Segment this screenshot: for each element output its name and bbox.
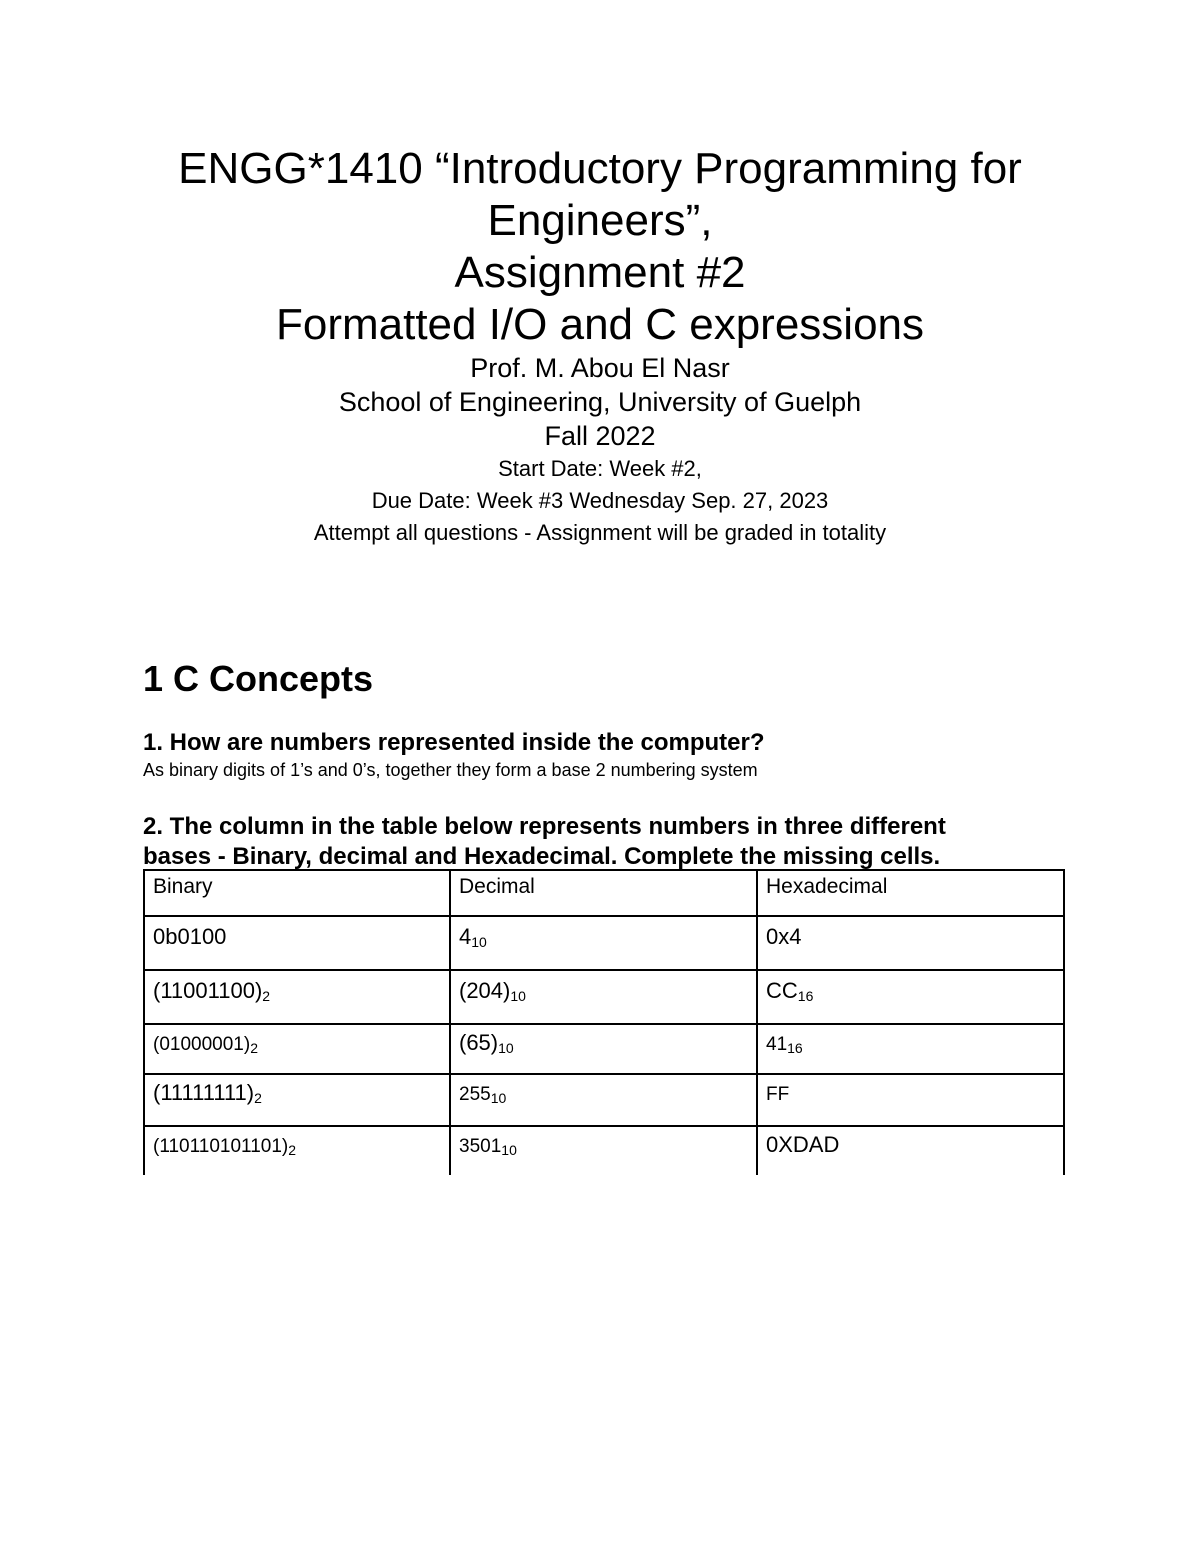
table-row <box>144 970 1064 1024</box>
cell-base: 10 <box>501 1142 517 1158</box>
cell-value: 0b0100 <box>153 924 227 949</box>
due-date: Due Date: Week #3 Wednesday Sep. 27, 2023 <box>371 488 829 513</box>
cell-binary <box>144 970 450 1024</box>
school-name: School of Engineering, University of Guelph <box>338 387 862 417</box>
cell-decimal <box>450 1074 757 1126</box>
header-decimal: Decimal <box>450 870 757 916</box>
question-2 <box>143 812 1063 872</box>
table-row <box>144 916 1064 970</box>
cell-value: 255 <box>459 1084 491 1105</box>
course-title-line-1: ENGG*1410 “Introductory Programming for <box>178 144 1022 193</box>
cell-value: CC <box>766 978 798 1003</box>
cell-value: 0x4 <box>766 924 802 949</box>
cell-value: (204) <box>459 978 511 1003</box>
cell-hexadecimal <box>757 916 1064 970</box>
cell-value: 41 <box>766 1034 788 1055</box>
table-row <box>144 1074 1064 1126</box>
cell-binary <box>144 1024 450 1074</box>
cell-value: 4 <box>459 924 472 949</box>
cell-decimal <box>450 1126 757 1175</box>
question-2-line-1: 2. The column in the table below represents numbers in three different <box>143 813 946 840</box>
cell-decimal <box>450 1024 757 1074</box>
cell-value: 0XDAD <box>766 1132 840 1157</box>
question-1-answer: As binary digits of 1’s and 0’s, together they form a base 2 numbering system <box>143 760 758 780</box>
cell-decimal <box>450 916 757 970</box>
cell-value: (11001100) <box>153 978 263 1003</box>
professor-name: Prof. M. Abou El Nasr <box>470 353 730 383</box>
cell-base: 10 <box>510 988 526 1004</box>
cell-value: (110110101101) <box>153 1136 289 1157</box>
cell-base: 2 <box>250 1040 258 1056</box>
cell-value: (65) <box>459 1030 499 1055</box>
cell-value: 3501 <box>459 1136 502 1157</box>
cell-base: 2 <box>262 988 271 1004</box>
start-date: Start Date: Week #2, <box>498 456 702 481</box>
course-title-line-2: Engineers”, <box>487 196 713 245</box>
term: Fall 2022 <box>544 421 656 451</box>
cell-base: 10 <box>498 1040 514 1056</box>
cell-binary <box>144 916 450 970</box>
cell-value: FF <box>766 1084 790 1105</box>
table-row <box>144 1024 1064 1074</box>
number-bases-table <box>143 869 1065 1175</box>
table-header-row <box>144 870 1064 916</box>
cell-hexadecimal <box>757 1126 1064 1175</box>
cell-base: 2 <box>288 1142 297 1158</box>
table-row <box>144 1126 1064 1175</box>
header-binary: Binary <box>144 870 450 916</box>
document-header <box>0 143 1200 549</box>
question-1: 1. How are numbers represented inside the computer? <box>143 729 765 756</box>
cell-value: (01000001) <box>153 1034 251 1055</box>
section-title: 1 C Concepts <box>143 658 374 699</box>
assignment-topic: Formatted I/O and C expressions <box>275 300 925 349</box>
cell-hexadecimal <box>757 1074 1064 1126</box>
cell-base: 10 <box>471 934 487 950</box>
cell-base: 10 <box>490 1090 507 1106</box>
cell-base: 2 <box>254 1090 262 1106</box>
instructions: Attempt all questions - Assignment will be graded in totality <box>313 520 887 545</box>
cell-base: 16 <box>797 988 814 1004</box>
cell-binary <box>144 1126 450 1175</box>
cell-binary <box>144 1074 450 1126</box>
cell-hexadecimal <box>757 970 1064 1024</box>
question-2-line-2: bases - Binary, decimal and Hexadecimal. Complete the missing cells. <box>143 843 941 870</box>
cell-hexadecimal <box>757 1024 1064 1074</box>
cell-value: (11111111) <box>153 1080 255 1105</box>
cell-decimal <box>450 970 757 1024</box>
cell-base: 16 <box>787 1040 803 1056</box>
assignment-number: Assignment #2 <box>454 248 746 297</box>
header-hexadecimal: Hexadecimal <box>757 870 1064 916</box>
